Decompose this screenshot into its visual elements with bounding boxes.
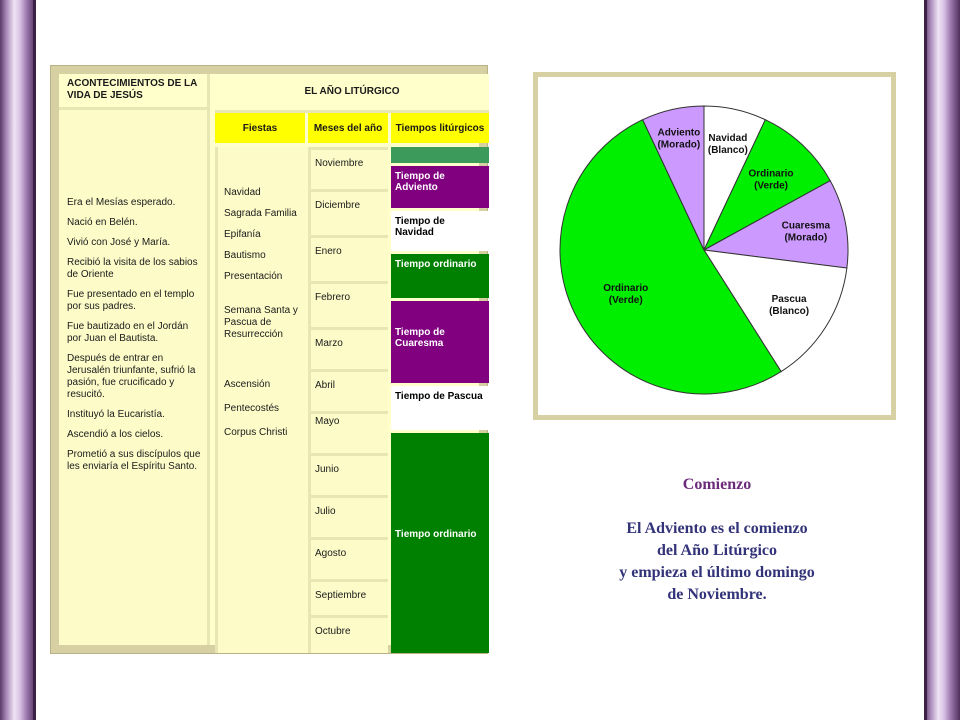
month-cell: Diciembre: [308, 189, 388, 235]
decorative-border-right: [924, 0, 960, 720]
fiesta-item: Navidad: [224, 187, 261, 198]
month-cell: Abril: [308, 369, 388, 411]
events-header: ACONTECIMIENTOS DE LA VIDA DE JESÚS: [59, 74, 207, 110]
month-cell: Octubre: [308, 615, 388, 653]
pie-label: Ordinario: [603, 283, 649, 295]
month-cell: Julio: [308, 495, 388, 537]
tiempo-navidad: Tiempo de Navidad: [391, 211, 489, 251]
pie-label: (Blanco): [707, 145, 748, 157]
months-column: [308, 147, 388, 653]
event-item: Fue bautizado en el Jordán por Juan el Bautista.: [67, 321, 189, 344]
caption-line: El Adviento es el comienzo: [626, 520, 808, 537]
decorative-border-left: [0, 0, 36, 720]
year-header: EL AÑO LITÚRGICO: [215, 74, 489, 113]
fiesta-item: Semana Santa y Pascua de Resurrección: [224, 305, 298, 340]
tiempo-strip: [391, 147, 489, 163]
tiempo-adviento: Tiempo de Adviento: [391, 166, 489, 208]
pie-label: (Morado): [784, 232, 828, 244]
pie-label: (Verde): [754, 180, 788, 192]
tiempo-cuaresma: Tiempo de Cuaresma: [391, 301, 489, 383]
fiesta-item: Epifanía: [224, 229, 261, 240]
meses-header: Meses del año: [308, 113, 388, 143]
month-cell: Enero: [308, 235, 388, 281]
tiempo-pascua: Tiempo de Pascua: [391, 386, 489, 430]
pie-label: Adviento: [657, 127, 701, 139]
month-cell: Mayo: [308, 411, 388, 453]
fiesta-item: Bautismo: [224, 250, 266, 261]
event-item: Era el Mesías esperado.: [67, 197, 176, 208]
liturgical-pie-chart: [533, 72, 896, 420]
pie-label: (Blanco): [769, 306, 810, 318]
month-cell: Agosto: [308, 537, 388, 579]
event-item: Ascendió a los cielos.: [67, 429, 164, 440]
caption-line: de Noviembre.: [667, 586, 767, 603]
fiesta-item: Sagrada Familia: [224, 208, 297, 219]
event-item: Nació en Belén.: [67, 217, 138, 228]
month-cell: Noviembre: [308, 147, 388, 189]
caption-line: del Año Litúrgico: [656, 542, 777, 559]
month-cell: Febrero: [308, 281, 388, 327]
month-cell: Junio: [308, 453, 388, 495]
fiestas-column: [215, 147, 308, 653]
caption-line: y empieza el último domingo: [619, 564, 815, 581]
tiempo-ordinario-1: Tiempo ordinario: [391, 254, 489, 298]
tiempo-ordinario-2: Tiempo ordinario: [391, 433, 489, 653]
event-item: Vivió con José y María.: [67, 237, 171, 248]
fiesta-item: Ascensión: [224, 379, 271, 390]
pie-label: Navidad: [708, 133, 748, 145]
caption: [560, 474, 874, 606]
fiesta-item: Presentación: [224, 271, 283, 282]
pie-label: Cuaresma: [781, 220, 831, 232]
fiesta-item: Pentecostés: [224, 403, 280, 414]
caption-title: Comienzo: [682, 476, 752, 493]
pie-svg: [538, 77, 891, 415]
event-item: Prometió a sus discípulos que les enviaría el Espíritu Santo.: [67, 449, 201, 472]
fiesta-item: Corpus Christi: [224, 427, 288, 438]
pie-label: Ordinario: [748, 168, 794, 180]
pie-label: Pascua: [771, 294, 807, 306]
pie-label: (Morado): [657, 139, 701, 151]
event-item: Fue presentado en el templo por sus padres.: [67, 289, 195, 312]
liturgical-year-table: [50, 65, 488, 654]
event-item: Instituyó la Eucaristía.: [67, 409, 165, 420]
fiestas-header: Fiestas: [215, 113, 305, 143]
pie-label: (Verde): [608, 295, 643, 307]
event-item: Después de entrar en Jerusalén triunfante, sufrió la pasión, fue crucificado y resucitó.: [67, 353, 196, 400]
events-list: [67, 197, 205, 481]
month-cell: Septiembre: [308, 579, 388, 615]
month-cell: Marzo: [308, 327, 388, 369]
event-item: Recibió la visita de los sabios de Oriente: [67, 257, 198, 280]
tiempos-header: Tiempos litúrgicos: [391, 113, 489, 143]
